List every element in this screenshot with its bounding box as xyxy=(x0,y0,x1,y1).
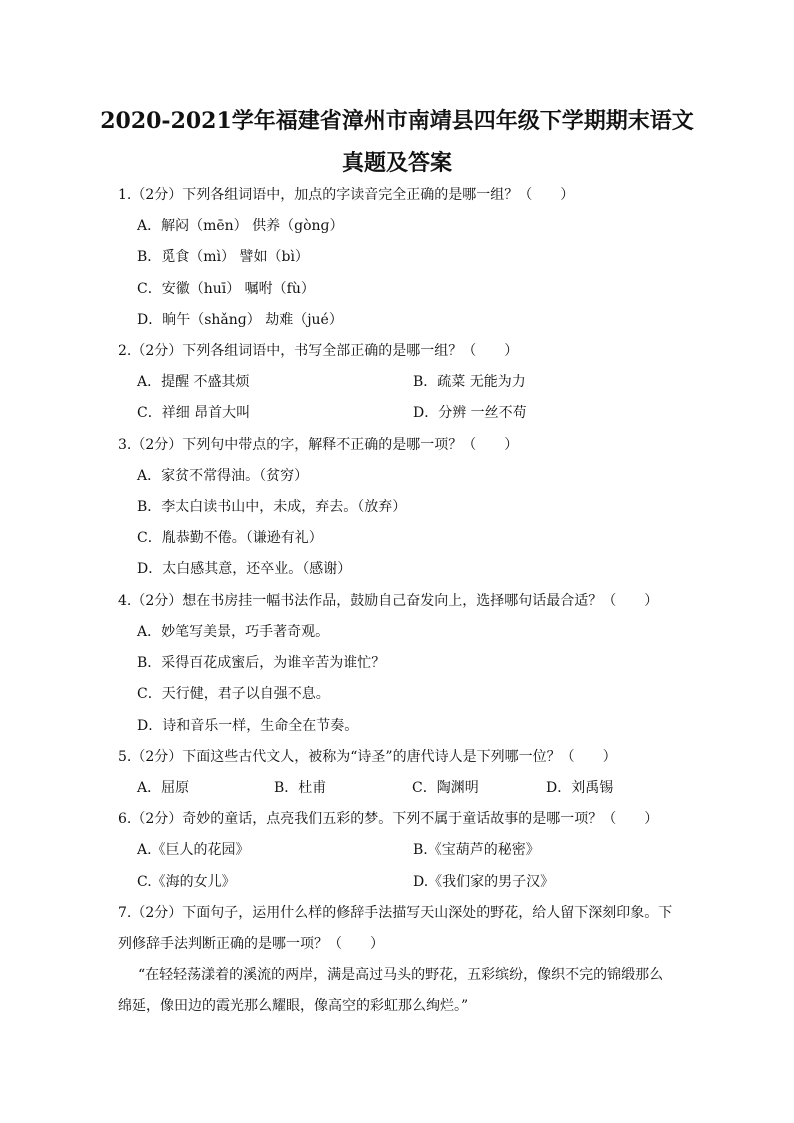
question-3-option-b: B．李太白读书山中，未成，弃去。（放弃） xyxy=(137,499,407,515)
question-1-option-a: A．解闷（mēn） 供养（gònɡ） xyxy=(137,218,344,234)
question-4-stem: 4.（2分）想在书房挂一幅书法作品，鼓励自己奋发向上，选择哪句话最合适？（ ） xyxy=(118,593,659,609)
question-2-option-b: B．疏菜 无能为力 xyxy=(413,374,526,390)
question-1-option-d: D．晌午（shǎnɡ） 劫难（jué） xyxy=(137,312,343,328)
question-6-option-a: A.《巨人的花园》 xyxy=(137,842,250,858)
question-3-option-a: A．家贫不常得油。（贫穷） xyxy=(137,468,309,484)
question-3-option-d: D．太白感其意，还卒业。（感谢） xyxy=(137,561,352,577)
question-6-stem: 6.（2分）奇妙的童话，点亮我们五彩的梦。下列不属于童话故事的是哪一项？（ ） xyxy=(118,811,659,827)
question-5-option-d: D．刘禹锡 xyxy=(546,780,614,796)
question-3-option-c: C．胤恭勤不倦。（谦逊有礼） xyxy=(137,530,323,546)
question-6-option-d: D.《我们家的男子汉》 xyxy=(413,874,555,890)
question-4-option-a: A．妙笔写美景，巧手著奇观。 xyxy=(137,624,330,640)
question-5-option-c: C．陶渊明 xyxy=(412,780,479,796)
question-2-option-c: C．祥细 昂首大叫 xyxy=(137,405,251,421)
question-7-stem-continued: 列修辞手法判断正确的是哪一项？（ ） xyxy=(118,936,384,952)
question-4-option-c: C．天行健，君子以自强不息。 xyxy=(137,686,330,702)
question-1-option-b: B．觅食（mì） 譬如（bì） xyxy=(137,249,309,265)
question-2-option-a: A．提醒 不盛其烦 xyxy=(137,374,250,390)
question-6-option-b: B.《宝葫芦的秘密》 xyxy=(413,842,540,858)
question-3-stem: 3.（2分）下列句中带点的字，解释不正确的是哪一项？（ ） xyxy=(118,437,519,453)
question-1-stem: 1.（2分）下列各组词语中，加点的字读音完全正确的是哪一组？（ ） xyxy=(118,187,575,203)
question-5-option-b: B．杜甫 xyxy=(274,780,327,796)
question-7-stem: 7.（2分）下面句子，运用什么样的修辞手法描写天山深处的野花，给人留下深刻印象。下 xyxy=(118,905,673,921)
question-4-option-d: D．诗和音乐一样，生命全在节奏。 xyxy=(137,718,359,734)
question-6-option-c: C.《海的女儿》 xyxy=(137,874,236,890)
question-2-stem: 2.（2分）下列各组词语中，书写全部正确的是哪一组？（ ） xyxy=(118,343,519,359)
question-5-option-a: A．屈原 xyxy=(137,780,190,796)
question-2-option-d: D．分辨 一丝不苟 xyxy=(413,405,527,421)
document-title-line-1: 2020-2021学年福建省漳州市南靖县四年级下学期期末语文 xyxy=(100,108,694,134)
question-5-stem: 5.（2分）下面这些古代文人，被称为“诗圣”的唐代诗人是下列哪一位？（ ） xyxy=(118,749,617,765)
question-7-quote-line-1: “在轻轻荡漾着的溪流的两岸，满是高过马头的野花，五彩缤纷，像织不完的锦缎那么 xyxy=(138,967,664,983)
question-7-quote-line-2: 绵延，像田边的霞光那么耀眼，像高空的彩虹那么绚烂。” xyxy=(118,998,469,1014)
question-4-option-b: B．采得百花成蜜后，为谁辛苦为谁忙？ xyxy=(137,655,386,671)
document-title-line-2: 真题及答案 xyxy=(341,150,452,176)
question-1-option-c: C．安徽（huī） 嘱咐（fù） xyxy=(137,281,315,297)
